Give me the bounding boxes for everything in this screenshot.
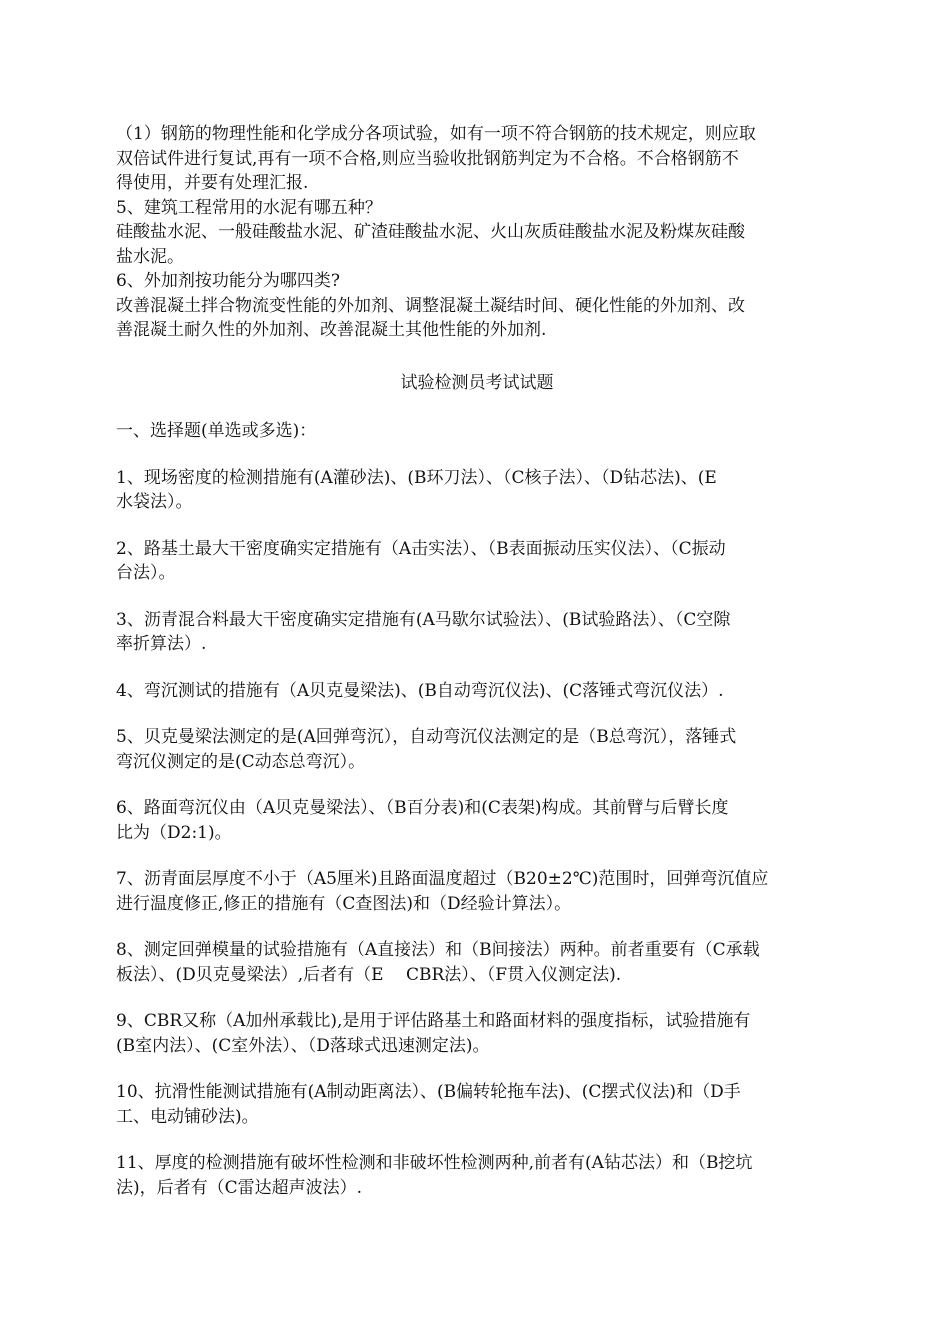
question-line: (B室内法）、(C室外法）、（D落球式迅速测定法)。 <box>116 1035 490 1056</box>
question-line: 率折算法）. <box>116 634 207 654</box>
question-item <box>116 725 838 774</box>
question-line: 6、外加剂按功能分为哪四类? <box>116 271 340 291</box>
answer-line: 硅酸盐水泥、一般硅酸盐水泥、矿渣硅酸盐水泥、火山灰质硅酸盐水泥及粉煤灰硅酸 <box>116 222 745 242</box>
question-item <box>116 466 838 515</box>
question-line: 5、建筑工程常用的水泥有哪五种？ <box>116 197 382 218</box>
intro-block <box>116 122 838 343</box>
question-line: 11、厚度的检测措施有破坏性检测和非破坏性检测两种,前者有(A钻芯法）和（B挖坑 <box>116 1153 753 1173</box>
answer-line: 善混凝土耐久性的外加剂、改善混凝土其他性能的外加剂. <box>116 320 547 340</box>
question-line: 水袋法）。 <box>116 492 193 512</box>
section-heading: 一、选择题(单选或多选)： <box>116 421 317 441</box>
question-line: 6、路面弯沉仪由（A贝克曼梁法）、（B百分表)和(C表架)构成。其前臂与后臂长度 <box>116 798 729 818</box>
answer-line: 盐水泥。 <box>116 246 184 267</box>
question-item <box>116 608 838 657</box>
question-item <box>116 796 838 845</box>
page-title: 试验检测员考试试题 <box>400 372 554 393</box>
question-line: 1、现场密度的检测措施有(A灌砂法)、(B环刀法）、（C核子法）、（D钻芯法)、(E <box>116 467 717 488</box>
question-item <box>116 938 838 987</box>
text-line: 双倍试件进行复试,再有一项不合格,则应当验收批钢筋判定为不合格。不合格钢筋不 <box>116 148 739 169</box>
text-line: 得使用，并要有处理汇报. <box>116 173 309 193</box>
question-line: 板法）、(D贝克曼梁法）,后者有（E CBR法）、（F贯入仪测定法). <box>116 964 622 985</box>
question-line: 进行温度修正,修正的措施有（C查图法)和（D经验计算法）。 <box>116 893 572 914</box>
question-line: 工、电动铺砂法)。 <box>116 1106 259 1127</box>
question-line: 3、沥青混合料最大干密度确实定措施有(A马歇尔试验法）、(B试验路法）、（C空隙 <box>116 609 731 630</box>
question-line: 弯沉仪测定的是(C动态总弯沉）。 <box>116 751 366 772</box>
question-item <box>116 1080 838 1129</box>
question-line: 10、抗滑性能测试措施有(A制动距离法）、(B偏转轮拖车法)、(C摆式仪法)和（D手 <box>116 1082 741 1102</box>
question-line: 2、路基土最大干密度确实定措施有（A击实法）、（B表面振动压实仪法）、（C振动 <box>116 538 726 559</box>
question-line: 比为（D2:1)。 <box>116 822 232 843</box>
question-line: 8、测定回弹模量的试验措施有（A直接法）和（B间接法）两种。前者重要有（C承载 <box>116 940 760 960</box>
question-line: 台法）。 <box>116 563 176 583</box>
question-line: 法)，后者有（C雷达超声波法）. <box>116 1177 363 1198</box>
question-line: 9、CBR又称（A加州承载比),是用于评估路基土和路面材料的强度指标，试验措施有 <box>116 1011 751 1031</box>
question-line: 4、弯沉测试的措施有（A贝克曼梁法)、(B自动弯沉仪法)、(C落锤式弯沉仪法）. <box>116 680 724 701</box>
question-item <box>116 537 838 586</box>
text-line: （1）钢筋的物理性能和化学成分各项试验，如有一项不符合钢筋的技术规定，则应取 <box>116 124 756 144</box>
question-item <box>116 1151 838 1200</box>
question-line: 5、贝克曼梁法测定的是(A回弹弯沉），自动弯沉仪法测定的是（B总弯沉），落锤式 <box>116 727 737 747</box>
question-line: 7、沥青面层厚度不小于（A5厘米)且路面温度超过（B20±2℃)范围时，回弹弯沉值应 <box>116 869 769 889</box>
document-page <box>116 122 838 1222</box>
question-item <box>116 867 838 916</box>
question-item <box>116 679 838 704</box>
answer-line: 改善混凝土拌合物流变性能的外加剂、调整混凝土凝结时间、硬化性能的外加剂、改 <box>116 295 745 316</box>
question-item <box>116 1009 838 1058</box>
